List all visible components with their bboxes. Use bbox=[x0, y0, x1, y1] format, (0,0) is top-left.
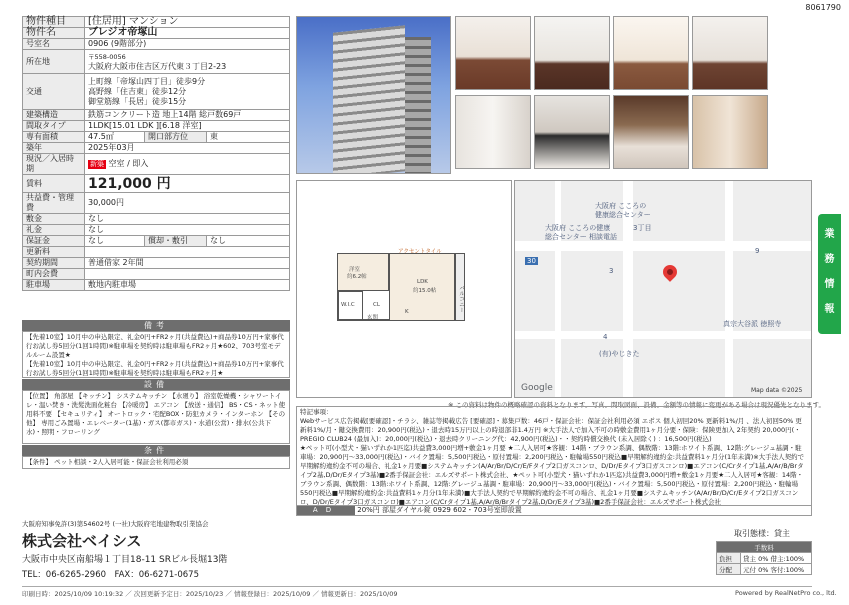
room-photo bbox=[534, 16, 610, 90]
location-pin-icon bbox=[660, 262, 680, 282]
remarks-header: 備考 bbox=[22, 320, 290, 331]
guarantee-value: なし bbox=[85, 236, 145, 247]
building-side-shape bbox=[405, 37, 431, 174]
amortization-label: 償却・敷引 bbox=[145, 236, 207, 247]
address-value: 大阪府大阪市住吉区万代東３丁目2-23 bbox=[88, 61, 227, 71]
room-label: 号室名 bbox=[23, 39, 85, 50]
type-value: [住居用] マンション bbox=[85, 17, 290, 28]
room-photo bbox=[613, 16, 689, 90]
built-label: 築年 bbox=[23, 143, 85, 154]
plan-wic-label: W.I.C bbox=[341, 302, 355, 308]
traffic-line: 上町線「帝塚山四丁目」徒歩9分 bbox=[88, 76, 206, 86]
layout-label: 間取タイプ bbox=[23, 121, 85, 132]
company-tel: TEL：06-6265-2960 FAX：06-6271-0675 bbox=[22, 570, 199, 580]
plan-western-size: 約6.2帖 bbox=[347, 274, 367, 280]
layout-value: 1LDK[15.01 LDK ][6.18 洋室] bbox=[85, 121, 290, 132]
amortization-value: なし bbox=[207, 236, 290, 247]
map-road bbox=[555, 181, 561, 398]
plan-kitchen-label: K bbox=[405, 309, 409, 315]
address-label: 所在地 bbox=[23, 50, 85, 74]
map-number: 3 bbox=[609, 267, 614, 275]
disclaimer-note: ※ この資料は物件の概略確認の資料となります。写真、間取図面、設備、金額等の情報に変更がある場合は現況優先となります。 bbox=[448, 401, 825, 409]
side-tab-char: 務 bbox=[824, 254, 835, 265]
contract-value: 普通借家 2年間 bbox=[85, 258, 290, 269]
guarantee-label: 保証金 bbox=[23, 236, 85, 247]
ad-label: AD bbox=[297, 506, 355, 515]
renewal-label: 更新料 bbox=[23, 247, 85, 258]
building-tower-shape bbox=[333, 25, 405, 174]
map-label: 3丁目 bbox=[633, 224, 652, 232]
plan-closet-label: CL bbox=[373, 302, 380, 308]
remarks-text: 【先着10室】10月中の申込限定、礼金0円+FR2ヶ月(共益費込)+商品券10万円+家事代行お試し券5回分(1回1時間)※駐車場を契約時は駐車場もFR2ヶ月★602、703号室モデルルーム設置★ 【先着10室】10月中の申込限定、礼金0円+FR2ヶ月(共益費込)+商品券10万円+家事代行お試し券5回分(1回1時間)※駐車場を契約時は駐車場もFR2ヶ月★ bbox=[22, 331, 290, 378]
zip-code: 〒558-0056 bbox=[88, 52, 126, 61]
ad-text: 20%円 部屋ダイヤル錠 0929 602・703号室即設置 bbox=[357, 506, 522, 514]
plan-ldk-label: LDK bbox=[417, 279, 428, 285]
address-cell bbox=[85, 50, 290, 74]
plan-ldk-size: 約15.0帖 bbox=[413, 288, 437, 294]
side-tab-char: 報 bbox=[824, 304, 835, 315]
association-label: 町内会費 bbox=[23, 269, 85, 280]
company-address: 大阪市中央区南船場１丁目18-11 SRビル長堀13階 bbox=[22, 555, 228, 565]
map-label: 真宗大谷派 徳照寺 bbox=[723, 320, 782, 328]
plan-western-label: 洋室 bbox=[349, 267, 361, 273]
room-photo bbox=[455, 95, 531, 169]
parking-label: 駐車場 bbox=[23, 280, 85, 291]
key-money-label: 礼金 bbox=[23, 225, 85, 236]
property-name: ブレジオ帝塚山 bbox=[85, 28, 290, 39]
built-value: 2025年03月 bbox=[85, 143, 290, 154]
map-label: 大阪府 こころの bbox=[595, 202, 647, 210]
plan-balcony-label: バルコニー bbox=[458, 285, 464, 313]
special-remarks-title: 特記事項： bbox=[300, 408, 333, 416]
print-info: 印刷日時：2025/10/09 10:19:32 ／ 次回更新予定日：2025/10/23 ／ 情報登録日：2025/10/09 ／ 情報更新日：2025/10/09 bbox=[22, 590, 398, 598]
renewal-value bbox=[85, 247, 290, 258]
route-shield: 30 bbox=[527, 257, 536, 265]
traffic-line: 御堂筋線「長居」徒歩15分 bbox=[88, 96, 187, 106]
business-info-tab[interactable] bbox=[818, 214, 841, 334]
side-tab-char: 業 bbox=[824, 229, 835, 240]
license-text: 大阪府知事免許(3)第54602号 (一社)大阪府宅地建物取引業協会 bbox=[22, 520, 209, 528]
document-id: 8061790 bbox=[805, 3, 841, 12]
location-map[interactable] bbox=[514, 180, 812, 398]
building-photo bbox=[296, 16, 451, 174]
plan-entrance-label: 玄関 bbox=[367, 315, 379, 321]
room-photo bbox=[455, 16, 531, 90]
status-cell bbox=[85, 154, 290, 175]
conditions-text: 【条件】 ペット相談・2人入居可能・保証会社利用必須 bbox=[22, 456, 290, 469]
map-credit: Map data ©2025 bbox=[751, 387, 803, 394]
map-number: 9 bbox=[755, 247, 760, 255]
deposit-label: 敷金 bbox=[23, 214, 85, 225]
type-label: 物件種目 bbox=[23, 17, 85, 28]
room-value: 0906 (9階部分) bbox=[85, 39, 290, 50]
room-photo bbox=[692, 16, 768, 90]
common-fee-label: 共益費・管理費 bbox=[23, 193, 85, 214]
association-value bbox=[85, 269, 290, 280]
status-label: 現況／入居時期 bbox=[23, 154, 85, 175]
company-block bbox=[22, 519, 462, 580]
parking-value: 敷地内駐車場 bbox=[85, 280, 290, 291]
structure-label: 建築構造 bbox=[23, 110, 85, 121]
structure-value: 鉄筋コンクリート造 地上14階 総戸数69戸 bbox=[85, 110, 290, 121]
deposit-value: なし bbox=[85, 214, 290, 225]
map-road bbox=[725, 181, 733, 398]
equipment-text: 【位置】 角部屋 【キッチン】 システムキッチン 【水廻り】 浴室乾燥機・シャワートイレ・温い焚き・洗髪洗面化粧台 【冷暖房】 エアコン 【放送・通信】 BS・CS・ネット使用料不要 【セキュリティ】 オートロック・宅配BOX・防犯カメラ・インターホン 【その他】 専用ごみ置場・エレベーター(1基)・ガス(都市ガス)・水道(公営)・排水(公共下水)・照明・フローリング bbox=[22, 390, 290, 444]
floor-plan bbox=[296, 180, 512, 398]
rent-value: 121,000 円 bbox=[85, 175, 290, 193]
room-photo bbox=[534, 95, 610, 169]
google-logo: Google bbox=[521, 383, 553, 393]
fee-header: 手数料 bbox=[717, 542, 812, 553]
common-fee-value: 30,000円 bbox=[85, 193, 290, 214]
plan-accent-label: アクセントタイル bbox=[398, 249, 442, 255]
share-label: 分配 bbox=[717, 564, 741, 575]
special-remarks-text: Webサービス広告掲載[要確認]・チラシ、雑誌等掲載広告 [要確認]・募集戸数：46戸・保証会社：保証会社利用必須 エポス 個人初回20% 更新料1%/月 、法人初回50% 更新料1%/月・鍵交換費用：20,900円(税込)・退去時15万円以上の時退部非1.4万円 ※大手法人で加入不可の時敷金費用1ヶ月分要・保険：保険更加入 2年契約 20,000円(・PREGIO CLUB24 (最加入)：20,000円(税込)・退去時クリーニング代：42,900円(税込)・・契約時償交換代 (未入居除く) ：16,500円(税込) ★ペット可(小型犬・猫いずれか1匹迄)共益費3,000円増+敷金1ヶ月要 ★二人入居可★客観：14階・ブラウン系調、偶数階：13階:ホワイト系調、12階:グレージュ基調・駐車場：20,900円～33,000円(税込)・バイク置場：5,500円税込・原付置場：2,200円税込・駐輪場550円税込■早期解約違約金:共益費料1ヶ月分(1年未満)※大手法人契約で早期解約違約金不可の場合、礼金1ヶ月要■システムキッチン(A/Ar/Br/D/Cr/E/Fタイプ2口ガスコンロ、D/Dr/Eタイプ3口ガスコンロ)■エアコン(C/Crタイプ1基,A/Ar/B/Brタイプ2基,D/Dr/Eタイプ3基)■2番手保証会社：エルズサポート株式会社、★ペット可(小型犬・猫いずれか1匹迄)共益費3,000円増+敷金1ヶ月要★二人入居可★客観：14階・ブラウン系調、偶数階：13階:ホワイト系調、12階:グレージュ基調・駐車場：20,900円～33,000円(税込)・バイク置場：5,500円税込・原付置場：2,200円税込・駐輪場550円税込■早期解約違約金:共益費料1ヶ月分(1年未満)■大手法人契約で早期解約違約金不可の場合、礼金1ヶ月要■システムキッチン(A/Ar/Br/D/Cr/Eタイプ2口ガスコンロ、D/Dr/Eタイプ3口ガスコンロ)■エアコン(C/Crタイプ1基,A/Ar/B/Brタイプ2基,D/Dr/Eタイプ3基)■2番手保証会社：エルズサポート株式会社 bbox=[300, 417, 805, 506]
map-label: (有)やじきた bbox=[599, 350, 640, 358]
traffic-cell bbox=[85, 74, 290, 110]
footer-divider bbox=[22, 586, 812, 587]
rent-label: 賃料 bbox=[23, 175, 85, 193]
fee-table bbox=[716, 541, 812, 575]
ad-row bbox=[296, 505, 812, 516]
area-value: 47.5㎡ bbox=[85, 132, 145, 143]
key-money-value: なし bbox=[85, 225, 290, 236]
name-label: 物件名 bbox=[23, 28, 85, 39]
deal-block bbox=[719, 528, 812, 575]
traffic-label: 交通 bbox=[23, 74, 85, 110]
map-label: 健康総合センター bbox=[595, 211, 651, 219]
direction-value: 東 bbox=[207, 132, 290, 143]
equipment-header: 設備 bbox=[22, 379, 290, 390]
deal-title: 取引態様：貸主 bbox=[734, 529, 790, 538]
area-label: 専有面積 bbox=[23, 132, 85, 143]
traffic-line: 高野線「住吉東」徒歩12分 bbox=[88, 86, 187, 96]
property-spec-table bbox=[22, 16, 290, 291]
conditions-header: 条件 bbox=[22, 445, 290, 456]
contract-label: 契約期間 bbox=[23, 258, 85, 269]
burden-value: 貸主 0% 借主:100% bbox=[741, 553, 812, 564]
new-badge: 新築 bbox=[90, 160, 104, 168]
special-remarks bbox=[296, 406, 812, 506]
share-value: 元付 0% 客付:100% bbox=[741, 564, 812, 575]
powered-by: Powered by RealNetPro co., ltd. bbox=[735, 589, 837, 597]
map-number: 4 bbox=[603, 333, 608, 341]
room-photo bbox=[692, 95, 768, 169]
company-name: 株式会社ベイシス bbox=[22, 532, 142, 550]
status-value: 空室 / 即入 bbox=[108, 159, 149, 168]
direction-label: 開口部方位 bbox=[145, 132, 207, 143]
burden-label: 負担 bbox=[717, 553, 741, 564]
side-tab-char: 情 bbox=[824, 279, 835, 290]
map-label: 総合センター 相談電話 bbox=[545, 233, 617, 241]
map-label: 大阪府 こころの健康 bbox=[545, 224, 611, 232]
room-photo bbox=[613, 95, 689, 169]
